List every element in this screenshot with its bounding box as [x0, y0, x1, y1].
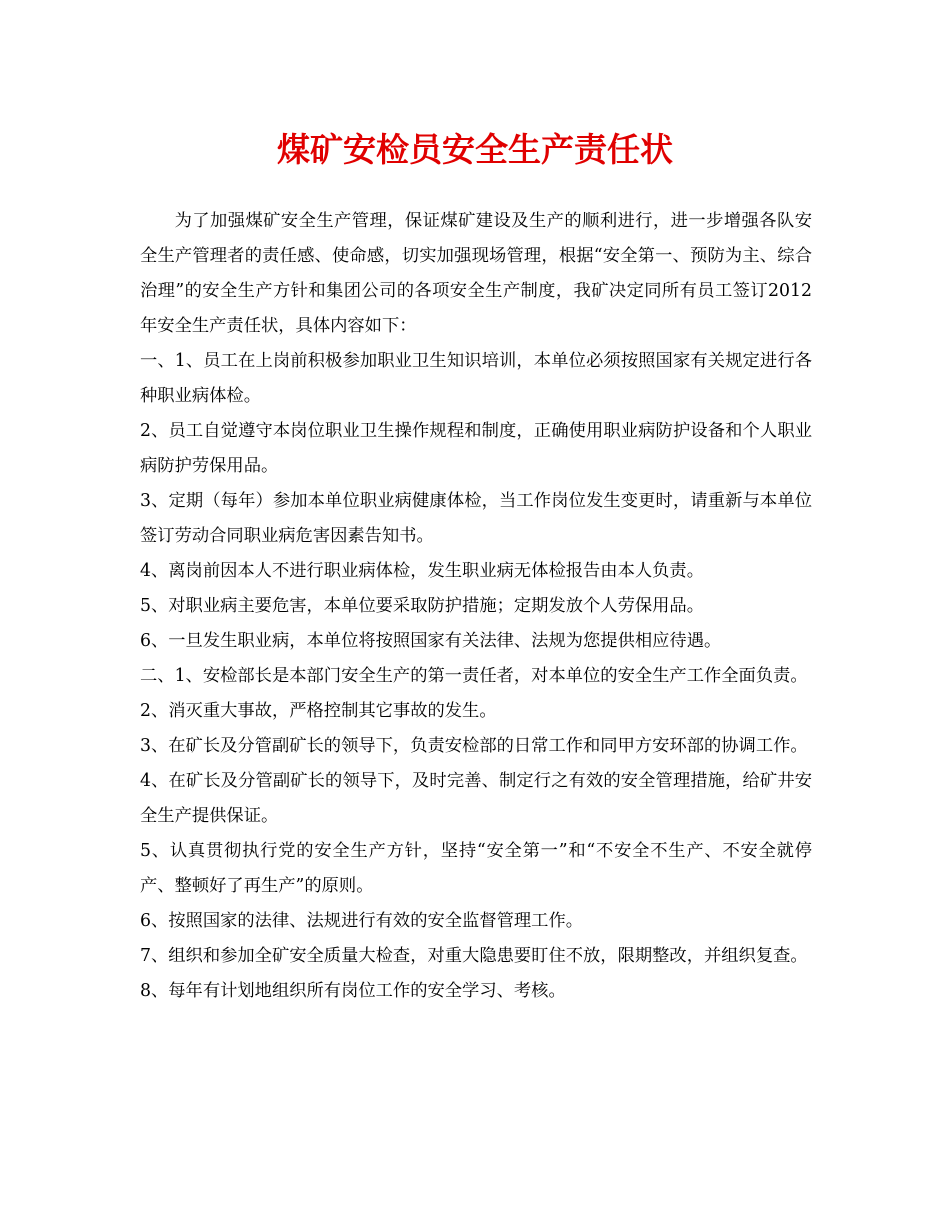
section-2-item-6: 6、按照国家的法律、法规进行有效的安全监督管理工作。	[140, 911, 584, 931]
section-2-item-5: 5、认真贯彻执行党的安全生产方针，坚持“安全第一”和“不安全不生产、不安全就停产、整顿好了再生产”的原则。	[140, 841, 812, 896]
section-2-item-8: 8、每年有计划地组织所有岗位工作的安全学习、考核。	[140, 981, 566, 1001]
document-body	[140, 204, 812, 1009]
section-1-item-4: 4、离岗前因本人不进行职业病体检，发生职业病无体检报告由本人负责。	[140, 561, 704, 581]
section-2-item-3: 3、在矿长及分管副矿长的领导下，负责安检部的日常工作和同甲方安环部的协调工作。	[140, 736, 808, 756]
section-1-item-1: 一、1、员工在上岗前积极参加职业卫生知识培训，本单位必须按照国家有关规定进行各种职业病体检。	[140, 351, 812, 406]
section-1-item-2: 2、员工自觉遵守本岗位职业卫生操作规程和制度，正确使用职业病防护设备和个人职业病防护劳保用品。	[140, 421, 812, 476]
intro-paragraph: 为了加强煤矿安全生产管理，保证煤矿建设及生产的顺利进行，进一步增强各队安全生产管理者的责任感、使命感，切实加强现场管理，根据“安全第一、预防为主、综合治理”的安全生产方针和集团公司的各项安全生产制度，我矿决定同所有员工签订2012年安全生产责任状，具体内容如下：	[140, 211, 812, 336]
document-title: 煤矿安检员安全生产责任状	[277, 130, 673, 169]
section-1-item-5: 5、对职业病主要危害，本单位要采取防护措施；定期发放个人劳保用品。	[140, 596, 704, 616]
section-2-item-4: 4、在矿长及分管副矿长的领导下，及时完善、制定行之有效的安全管理措施，给矿井安全生产提供保证。	[140, 771, 812, 826]
section-1-item-3: 3、定期（每年）参加本单位职业病健康体检，当工作岗位发生变更时，请重新与本单位签订劳动合同职业病危害因素告知书。	[140, 491, 812, 546]
section-1-item-6: 6、一旦发生职业病，本单位将按照国家有关法律、法规为您提供相应待遇。	[140, 631, 722, 651]
section-2-item-7: 7、组织和参加全矿安全质量大检查，对重大隐患要盯住不放，限期整改，并组织复查。	[140, 946, 808, 966]
section-2-item-1: 二、1、安检部长是本部门安全生产的第一责任者，对本单位的安全生产工作全面负责。	[140, 666, 808, 686]
section-2-item-2: 2、消灭重大事故，严格控制其它事故的发生。	[140, 701, 497, 721]
